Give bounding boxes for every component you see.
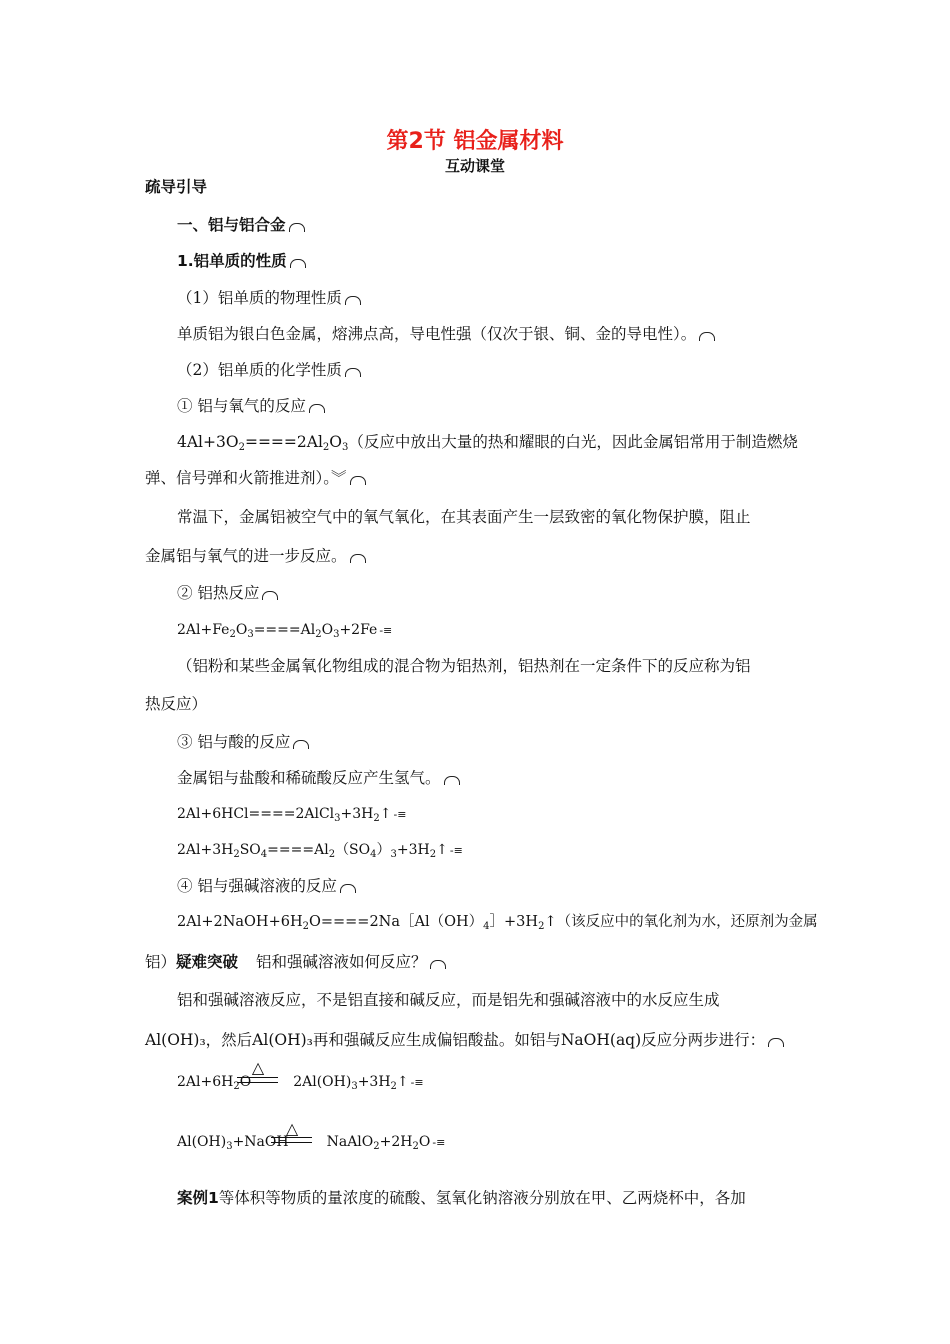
eq-mark-icon: -≡	[410, 1076, 424, 1089]
eq-part: 4Al+3O	[177, 433, 239, 451]
anchor-icon	[293, 740, 309, 749]
anchor-icon	[430, 960, 446, 969]
eq-part: NaAlO	[326, 1134, 374, 1150]
eq-part: O	[418, 1134, 431, 1150]
eq-subscript: 2	[412, 1141, 419, 1152]
difficulty-question: 铝和强碱溶液如何反应？	[256, 953, 427, 971]
eq-part: O====2Na［Al（OH）	[308, 914, 484, 930]
eq-note: ↑（该反应中的氧化剂为水，还原剂为金属	[544, 914, 818, 930]
equation-thermite	[177, 619, 392, 643]
eq-subscript: 2	[373, 1141, 380, 1152]
paragraph-text: ③ 铝与酸的反应	[177, 733, 291, 751]
chevron-down-icon: ︾	[331, 469, 347, 487]
eq-subscript: 4	[370, 849, 377, 860]
paragraph-text: ④ 铝与强碱溶液的反应	[177, 877, 337, 895]
eq-part: Al(OH)	[177, 1134, 227, 1150]
eq-subscript: 3	[247, 629, 254, 640]
paragraph-thermite-heading	[177, 582, 278, 604]
eq-part: ====Al	[267, 842, 329, 858]
anchor-icon	[444, 776, 460, 785]
paragraph-explain-2	[145, 1029, 784, 1051]
paragraph-acid	[177, 767, 460, 789]
paragraph-thermite-note-1: （铝粉和某些金属氧化物组成的混合物为铝热剂，铝热剂在一定条件下的反应称为铝	[177, 657, 751, 675]
eq-part: +NaOH	[232, 1134, 289, 1150]
eq-part: SO	[239, 842, 261, 858]
eq-subscript: 2	[302, 921, 309, 932]
paragraph-thermite-note-2: 热反应）	[145, 695, 208, 713]
eq-part: ====Al	[253, 622, 316, 638]
anchor-icon	[768, 1038, 784, 1047]
eq-mark-icon: -≡	[379, 624, 393, 637]
case-text: 等体积等物质的量浓度的硫酸、氢氧化钠溶液分别放在甲、乙两烧杯中，各加	[218, 1189, 746, 1207]
eq-subscript: 3	[351, 1081, 358, 1092]
paragraph-text: 单质铝为银白色金属，熔沸点高，导电性强（仅次于银、铜、金的导电性）。	[177, 325, 697, 343]
paragraph-physical-heading	[177, 287, 361, 309]
page-subtitle: 互动课堂	[444, 157, 505, 175]
eq-part: 2Al+6HCl====2AlCl	[177, 806, 335, 822]
eq-subscript: 4	[483, 921, 490, 932]
eq-subscript: 2	[233, 1081, 240, 1092]
eq-mark-icon: -≡	[449, 844, 463, 857]
up-arrow-icon: ↑	[436, 842, 448, 858]
anchor-icon	[350, 554, 366, 563]
paragraph-text: 铝）	[145, 953, 177, 971]
paragraph-oxygen-heading	[177, 395, 325, 417]
delta-icon: △	[285, 1119, 299, 1138]
up-arrow-icon: ↑	[379, 806, 392, 822]
eq-part: +3H	[396, 842, 430, 858]
equation-acid-1	[177, 803, 406, 827]
eq-mark-icon: -≡	[393, 808, 407, 821]
equation-acid-2	[177, 839, 463, 863]
equation-base	[177, 911, 818, 935]
anchor-icon	[309, 404, 325, 413]
eq-subscript: 2	[538, 921, 545, 932]
page-title: 第2节 铝金属材料	[386, 129, 564, 154]
eq-part: ）	[376, 842, 391, 858]
eq-subscript: 3	[333, 629, 340, 640]
eq-subscript: 3	[342, 442, 349, 453]
paragraph-explain-1: 铝和强碱溶液反应，不是铝直接和碱反应，而是铝先和强碱溶液中的水反应生成	[177, 991, 720, 1009]
eq-part: O	[235, 622, 248, 638]
paragraph-chemical-heading	[177, 359, 361, 381]
eq-part: +2H	[379, 1134, 413, 1150]
equation-oxygen	[177, 431, 798, 456]
paragraph-text: 金属铝与氧气的进一步反应。	[145, 547, 347, 565]
delta-icon: △	[251, 1058, 265, 1077]
eq-subscript: 4	[260, 849, 268, 860]
eq-part: +2Fe	[339, 622, 378, 638]
paragraph-passive-1: 常温下，金属铝被空气中的氧气氧化，在其表面产生一层致密的氧化物保护膜，阻止	[177, 508, 751, 526]
eq-subscript: 3	[390, 849, 397, 860]
equation-step-1	[177, 1071, 424, 1095]
anchor-icon	[340, 884, 356, 893]
paragraph-text: 弹、信号弹和火箭推进剂）。	[145, 469, 332, 487]
paragraph-text: （1）铝单质的物理性质	[177, 289, 342, 307]
anchor-icon	[290, 259, 306, 268]
up-arrow-icon: ↑	[396, 1074, 409, 1090]
double-line-icon	[271, 1137, 312, 1143]
eq-part: 2Al+6H	[177, 1074, 234, 1090]
paragraph-text: ① 铝与氧气的反应	[177, 397, 306, 415]
eq-part: 2Al+3H	[177, 842, 234, 858]
paragraph-text: 金属铝与盐酸和稀硫酸反应产生氢气。	[177, 769, 441, 787]
anchor-icon	[345, 368, 361, 377]
eq-part: 2Al+Fe	[177, 622, 230, 638]
eq-part: O	[321, 622, 334, 638]
paragraph-acid-heading	[177, 731, 309, 753]
eq-subscript: 2	[322, 442, 330, 453]
case-paragraph	[177, 1187, 746, 1209]
paragraph-passive-2	[145, 545, 366, 567]
anchor-icon	[699, 332, 715, 341]
eq-subscript: 2	[315, 629, 322, 640]
heading-aluminum-alloy	[177, 214, 305, 236]
anchor-icon	[345, 296, 361, 305]
heading-properties	[177, 250, 306, 272]
paragraph-text: Al(OH)₃，然后Al(OH)₃再和强碱反应生成偏铝酸盐。如铝与NaOH(aq)反应分两步进行：	[145, 1031, 766, 1049]
paragraph-physical	[177, 323, 715, 345]
eq-subscript: 2	[233, 849, 240, 860]
heading-text: 1.铝单质的性质	[177, 252, 287, 270]
paragraph-oxygen-cont	[145, 467, 366, 489]
paragraph-text: （2）铝单质的化学性质	[177, 361, 342, 379]
eq-part: O	[239, 1074, 252, 1090]
equation-step-2	[177, 1131, 445, 1155]
paragraph-base-cont	[145, 951, 446, 973]
eq-subscript: 2	[429, 849, 437, 860]
eq-part: ］+3H	[489, 914, 539, 930]
eq-note: （反应中放出大量的热和耀眼的白光，因此金属铝常用于制造燃烧	[348, 433, 798, 451]
eq-mark-icon: -≡	[432, 1136, 446, 1149]
difficulty-label: 疑难突破	[176, 953, 239, 971]
eq-part: （SO	[335, 842, 371, 858]
eq-part: +3H	[357, 1074, 391, 1090]
eq-subscript: 3	[226, 1141, 233, 1152]
eq-subscript: 2	[328, 849, 336, 860]
heading-text: 一、铝与铝合金	[177, 216, 286, 234]
eq-part: 2Al(OH)	[293, 1074, 352, 1090]
eq-part: ====2Al	[244, 433, 323, 451]
anchor-icon	[262, 591, 278, 600]
eq-part: O	[329, 433, 343, 451]
double-line-icon	[237, 1077, 278, 1083]
eq-subscript: 2	[238, 442, 245, 453]
anchor-icon	[289, 223, 305, 232]
case-label: 案例1	[177, 1189, 219, 1207]
section-heading: 疏导引导	[145, 178, 208, 196]
eq-subscript: 2	[373, 813, 380, 824]
eq-subscript: 2	[390, 1081, 397, 1092]
eq-part: +3H	[340, 806, 374, 822]
eq-part: 2Al+2NaOH+6H	[177, 914, 303, 930]
anchor-icon	[350, 476, 366, 485]
eq-subscript: 3	[334, 813, 341, 824]
eq-subscript: 2	[229, 629, 236, 640]
paragraph-text: ② 铝热反应	[177, 584, 260, 602]
paragraph-base-heading	[177, 875, 356, 897]
